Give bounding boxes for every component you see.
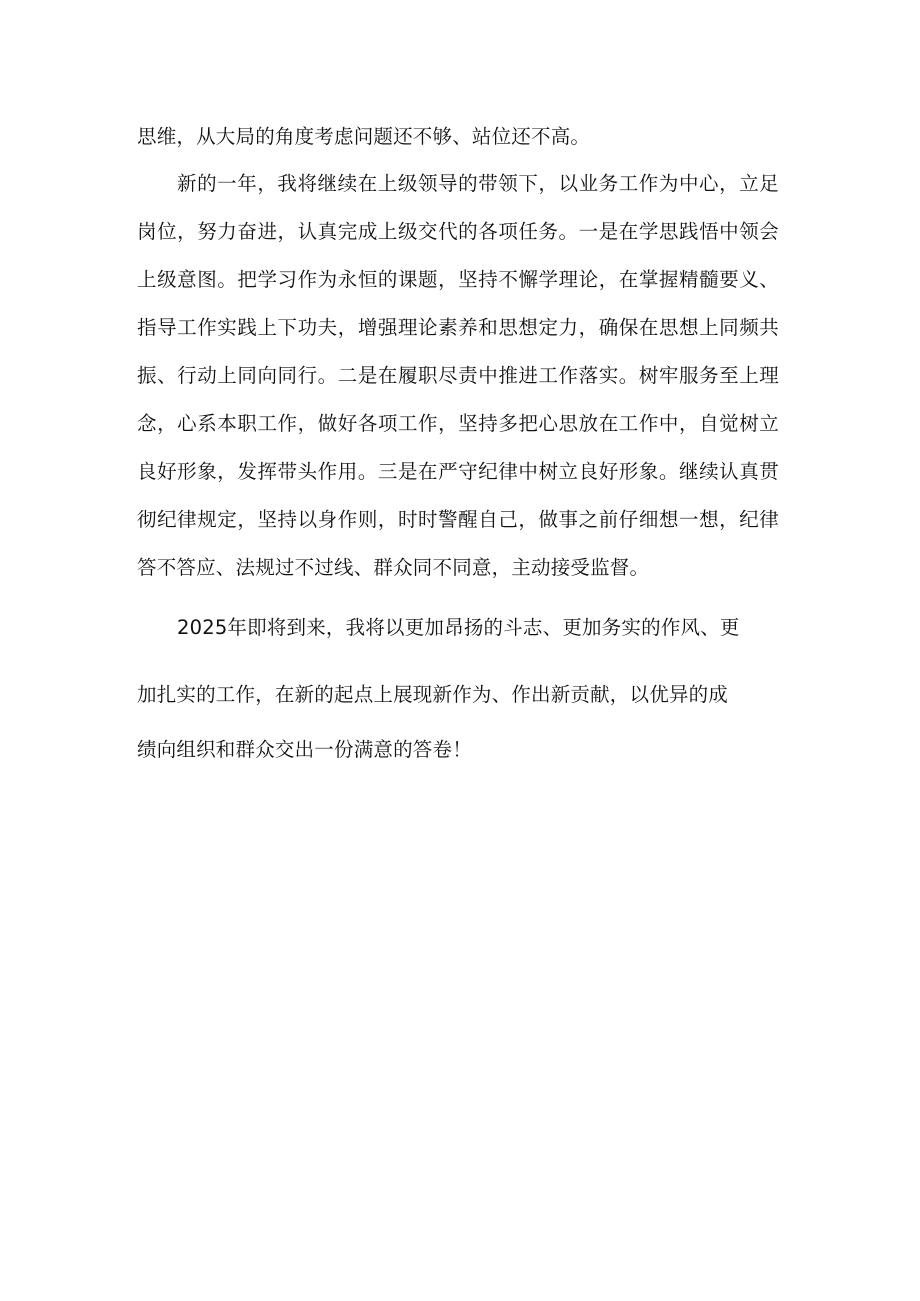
paragraph-2-line-7: 良好形象，发挥带头作用。三是在严守纪律中树立良好形象。继续认真贯	[137, 460, 779, 483]
paragraph-1-line-1: 思维，从大局的角度考虑问题还不够、站位还不高。	[137, 125, 591, 148]
paragraph-3-line-3: 绩向组织和群众交出一份满意的答卷！	[137, 738, 472, 761]
paragraph-2-line-1: 新的一年，我将继续在上级领导的带领下，以业务工作为中心，立足	[177, 172, 779, 195]
paragraph-2-line-8: 彻纪律规定，坚持以身作则，时时警醒自己，做事之前仔细想一想，纪律	[137, 508, 779, 531]
paragraph-2-line-4: 指导工作实践上下功夫，增强理论素养和思想定力，确保在思想上同频共	[137, 316, 779, 339]
paragraph-3-line-1: 2025年即将到来，我将以更加昂扬的斗志、更加务实的作风、更	[177, 616, 740, 639]
paragraph-3-line-2: 加扎实的工作，在新的起点上展现新作为、作出新贡献，以优异的成	[137, 683, 729, 706]
paragraph-2-line-5: 振、行动上同向同行。二是在履职尽责中推进工作落实。树牢服务至上理	[137, 364, 779, 387]
paragraph-2-line-6: 念，心系本职工作，做好各项工作，坚持多把心思放在工作中，自觉树立	[137, 412, 779, 435]
paragraph-2-line-3: 上级意图。把学习作为永恒的课题，坚持不懈学理论，在掌握精髓要义、	[137, 268, 779, 291]
paragraph-2-line-9: 答不答应、法规过不过线、群众同不同意，主动接受监督。	[137, 556, 650, 579]
paragraph-2-line-2: 岗位，努力奋进，认真完成上级交代的各项任务。一是在学思践悟中领会	[137, 220, 779, 243]
